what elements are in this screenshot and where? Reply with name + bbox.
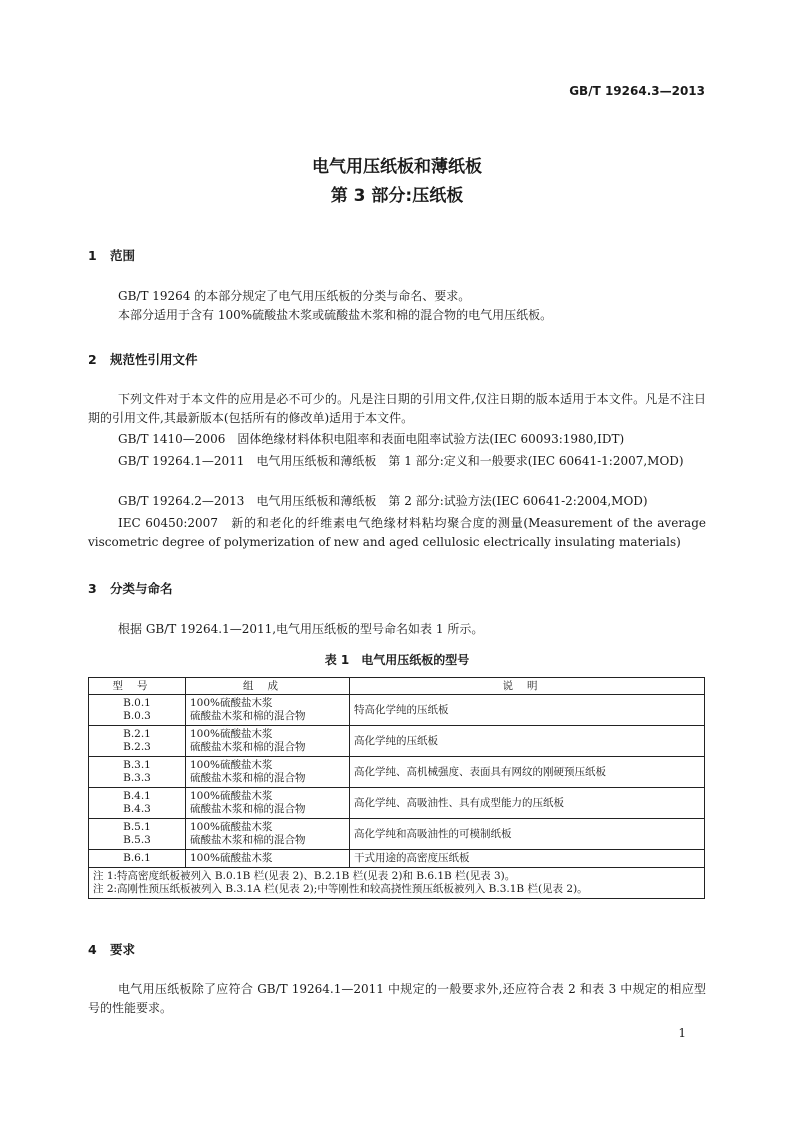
composition-cell: 100%硫酸盐木浆 硫酸盐木浆和棉的混合物 <box>186 819 350 850</box>
paragraph: 根据 GB/T 19264.1—2011,电气用压纸板的型号命名如表 1 所示。 <box>118 622 484 636</box>
section-3-heading <box>88 579 173 597</box>
description-cell: 高化学纯、高机械强度、表面具有网纹的刚硬预压纸板 <box>350 757 705 788</box>
paragraph: 电气用压纸板除了应符合 GB/T 19264.1—2011 中规定的一般要求外,还应符合表 2 和表 3 中规定的相应型号的性能要求。 <box>88 982 706 1015</box>
header-cell-type: 型号 <box>89 678 186 695</box>
section-title: 范围 <box>110 248 136 263</box>
reference-item: GB/T 19264.1—2011 电气用压纸板和薄纸板 第 1 部分:定义和一般要求(IEC 60641-1:2007,MOD) <box>118 454 684 468</box>
section-1-heading <box>88 246 135 264</box>
section-number: 1 <box>88 248 97 263</box>
description-cell: 高化学纯和高吸油性的可模制纸板 <box>350 819 705 850</box>
paragraph: GB/T 19264 的本部分规定了电气用压纸板的分类与命名、要求。 <box>118 289 471 303</box>
table-row <box>89 695 705 726</box>
table-caption: 表 1 电气用压纸板的型号 <box>324 653 470 667</box>
document-subtitle: 第 3 部分:压纸板 <box>330 186 464 206</box>
description-cell: 干式用途的高密度压纸板 <box>350 850 705 868</box>
page-number: 1 <box>678 1026 686 1040</box>
composition-cell: 100%硫酸盐木浆 硫酸盐木浆和棉的混合物 <box>186 788 350 819</box>
composition-cell: 100%硫酸盐木浆 <box>186 850 350 868</box>
type-cell: B.0.1 B.0.3 <box>89 695 186 726</box>
section-number: 2 <box>88 352 97 367</box>
table-row <box>89 850 705 868</box>
description-cell: 高化学纯、高吸油性、具有成型能力的压纸板 <box>350 788 705 819</box>
table-row <box>89 726 705 757</box>
composition-cell: 100%硫酸盐木浆 硫酸盐木浆和棉的混合物 <box>186 757 350 788</box>
composition-cell: 100%硫酸盐木浆 硫酸盐木浆和棉的混合物 <box>186 695 350 726</box>
table-row <box>89 788 705 819</box>
reference-item: GB/T 1410—2006 固体绝缘材料体积电阻率和表面电阻率试验方法(IEC 60093:1980,IDT) <box>118 432 625 446</box>
section-2-heading <box>88 350 198 368</box>
table-row <box>89 757 705 788</box>
header-cell-composition: 组成 <box>186 678 350 695</box>
table-notes-row <box>89 868 705 899</box>
section-title: 分类与命名 <box>110 581 173 596</box>
description-cell: 特高化学纯的压纸板 <box>350 695 705 726</box>
section-number: 3 <box>88 581 97 596</box>
composition-cell: 100%硫酸盐木浆 硫酸盐木浆和棉的混合物 <box>186 726 350 757</box>
reference-item: GB/T 19264.2—2013 电气用压纸板和薄纸板 第 2 部分:试验方法(IEC 60641-2:2004,MOD) <box>118 494 648 508</box>
type-cell: B.5.1 B.5.3 <box>89 819 186 850</box>
notes-cell <box>89 868 705 899</box>
model-table <box>88 677 705 899</box>
section-title: 规范性引用文件 <box>110 352 198 367</box>
type-cell: B.2.1 B.2.3 <box>89 726 186 757</box>
type-cell: B.4.1 B.4.3 <box>89 788 186 819</box>
table-note: 注 1:特高密度纸板被列入 B.0.1B 栏(见表 2)、B.2.1B 栏(见表 2)和 B.6.1B 栏(见表 3)。 <box>93 870 516 882</box>
reference-item: IEC 60450:2007 新的和老化的纤维素电气绝缘材料粘均聚合度的测量(Measurement of the average viscometric degree of polymerization of new and aged cellulosic electrically insulating materials) <box>88 516 706 549</box>
document-title: 电气用压纸板和薄纸板 <box>312 157 482 177</box>
type-cell: B.3.1 B.3.3 <box>89 757 186 788</box>
table-note: 注 2:高刚性预压纸板被列入 B.3.1A 栏(见表 2);中等刚性和较高挠性预压纸板被列入 B.3.1B 栏(见表 2)。 <box>93 883 588 895</box>
section-4-heading <box>88 940 135 958</box>
paragraph: 下列文件对于本文件的应用是必不可少的。凡是注日期的引用文件,仅注日期的版本适用于本文件。凡是不注日期的引用文件,其最新版本(包括所有的修改单)适用于本文件。 <box>88 392 706 425</box>
section-number: 4 <box>88 942 97 957</box>
section-title: 要求 <box>110 942 136 957</box>
header-cell-description: 说明 <box>350 678 705 695</box>
standard-number: GB/T 19264.3—2013 <box>569 84 705 98</box>
type-cell: B.6.1 <box>89 850 186 868</box>
description-cell: 高化学纯的压纸板 <box>350 726 705 757</box>
table-header-row <box>89 678 705 695</box>
paragraph: 本部分适用于含有 100%硫酸盐木浆或硫酸盐木浆和棉的混合物的电气用压纸板。 <box>118 308 553 322</box>
table-row <box>89 819 705 850</box>
